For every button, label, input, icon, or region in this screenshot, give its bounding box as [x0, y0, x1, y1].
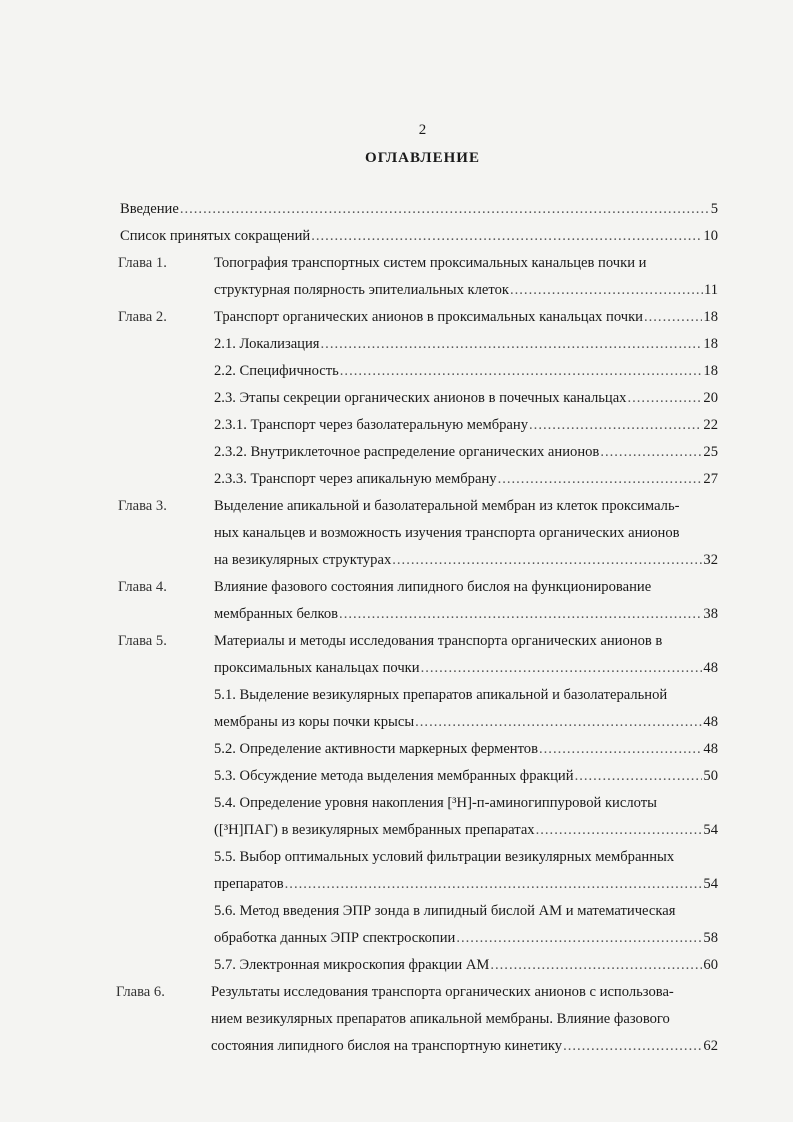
- toc-entry-line: [0, 631, 793, 658]
- entry-title: структурная полярность эпителиальных клеток: [214, 282, 509, 298]
- entry-title: ([³H]ПАГ) в везикулярных мембранных препаратах: [214, 822, 535, 838]
- entry-title: 5.5. Выбор оптимальных условий фильтрации везикулярных мембранных: [214, 849, 675, 865]
- page-ref: 58: [703, 930, 718, 946]
- page-ref: 18: [703, 363, 718, 379]
- entry-title: 2.2. Специфичность: [214, 363, 339, 379]
- entry-title: 2.3.1. Транспорт через базолатеральную мембрану: [214, 417, 529, 433]
- entry-title: 5.2. Определение активности маркерных ферментов: [214, 741, 538, 757]
- toc-entry-line: [0, 469, 793, 496]
- entry-title: 5.3. Обсуждение метода выделения мембранных фракций: [214, 768, 574, 784]
- page-ref: 22: [703, 417, 718, 433]
- toc-entry-line: [0, 658, 793, 685]
- dot-leader: [311, 226, 702, 246]
- dot-leader: [529, 415, 702, 435]
- toc-entry-line: [0, 496, 793, 523]
- page-ref: 60: [703, 957, 718, 973]
- entry-title: обработка данных ЭПР спектроскопии: [214, 930, 456, 946]
- dot-leader: [321, 334, 703, 354]
- toc-entry-line: [0, 550, 793, 577]
- page-ref: 54: [703, 876, 718, 892]
- dot-leader: [340, 361, 703, 381]
- toc-entry-line: [0, 415, 793, 442]
- page-ref: 62: [703, 1038, 718, 1054]
- entry-title: 5.7. Электронная микроскопия фракции АМ: [214, 957, 490, 973]
- dot-leader: [600, 442, 702, 462]
- page-ref: 25: [703, 444, 718, 460]
- entry-title: Введение: [120, 201, 179, 217]
- dot-leader: [575, 766, 703, 786]
- toc-entry-line: [0, 982, 793, 1009]
- toc-entry-line: [0, 226, 793, 253]
- entry-title: препаратов: [214, 876, 284, 892]
- entry-title: мембраны из коры почки крысы: [214, 714, 415, 730]
- toc-entry-line: [0, 874, 793, 901]
- toc-entry-line: [0, 577, 793, 604]
- dot-leader: [510, 280, 703, 300]
- chapter-label: Глава 4.: [118, 579, 167, 595]
- entry-title: нием везикулярных препаратов апикальной мембраны. Влияние фазового: [211, 1011, 670, 1027]
- entry-title: мембранных белков: [214, 606, 339, 622]
- toc-entry-line: [0, 766, 793, 793]
- entry-title: 5.1. Выделение везикулярных препаратов апикальной и базолатеральной: [214, 687, 668, 703]
- page-ref: 11: [703, 282, 718, 298]
- entry-title: состояния липидного бислоя на транспортную кинетику: [211, 1038, 563, 1054]
- toc-entry-line: [0, 1036, 793, 1063]
- page-ref: 48: [703, 714, 718, 730]
- toc-entry-line: [0, 739, 793, 766]
- page-ref: 18: [703, 336, 718, 352]
- dot-leader: [415, 712, 702, 732]
- entry-title: Результаты исследования транспорта органических анионов с использова-: [211, 984, 674, 1000]
- dot-leader: [456, 928, 702, 948]
- toc-entry-line: [0, 361, 793, 388]
- toc-entry-line: [0, 901, 793, 928]
- entry-title: 5.6. Метод введения ЭПР зонда в липидный бислой АМ и математическая: [214, 903, 676, 919]
- page-ref: 50: [703, 768, 718, 784]
- dot-leader: [539, 739, 702, 759]
- page-number: 2: [418, 122, 427, 138]
- page-ref: 27: [703, 471, 718, 487]
- dot-leader: [339, 604, 702, 624]
- chapter-label: Глава 5.: [118, 633, 167, 649]
- page-ref: 32: [703, 552, 718, 568]
- dot-leader: [498, 469, 703, 489]
- page-ref: 54: [703, 822, 718, 838]
- toc-entry-line: [0, 604, 793, 631]
- toc-entry-line: [0, 685, 793, 712]
- entry-title: Выделение апикальной и базолатеральной мембран из клеток проксималь-: [214, 498, 680, 514]
- entry-title: на везикулярных структурах: [214, 552, 392, 568]
- toc-entry-line: [0, 199, 793, 226]
- toc-entry-line: [0, 442, 793, 469]
- dot-leader: [536, 820, 703, 840]
- toc-entry-line: [0, 307, 793, 334]
- toc-entry-line: [0, 388, 793, 415]
- toc-entry-line: [0, 1009, 793, 1036]
- toc-entry-line: [0, 820, 793, 847]
- entry-title: Транспорт органических анионов в проксимальных канальцах почки: [214, 309, 643, 325]
- dot-leader: [490, 955, 702, 975]
- entry-title: проксимальных канальцах почки: [214, 660, 420, 676]
- entry-title: 5.4. Определение уровня накопления [³H]-п-аминогиппуровой кислоты: [214, 795, 657, 811]
- page-ref: 20: [703, 390, 718, 406]
- toc-entry-line: [0, 793, 793, 820]
- page-ref: 10: [703, 228, 718, 244]
- chapter-label: Глава 6.: [116, 984, 165, 1000]
- toc-entry-line: [0, 523, 793, 550]
- page-ref: 38: [703, 606, 718, 622]
- page-ref: 18: [703, 309, 718, 325]
- dot-leader: [644, 307, 702, 327]
- entry-title: 2.1. Локализация: [214, 336, 320, 352]
- page-ref: 48: [703, 660, 718, 676]
- toc-entry-line: [0, 253, 793, 280]
- toc-title: ОГЛАВЛЕНИЕ: [365, 150, 480, 166]
- entry-title: Влияние фазового состояния липидного бислоя на функционирование: [214, 579, 652, 595]
- dot-leader: [180, 199, 710, 219]
- toc-entry-line: [0, 955, 793, 982]
- toc-entry-line: [0, 847, 793, 874]
- dot-leader: [285, 874, 703, 894]
- chapter-label: Глава 1.: [118, 255, 167, 271]
- toc-entry-line: [0, 334, 793, 361]
- dot-leader: [421, 658, 703, 678]
- page-ref: 5: [710, 201, 718, 217]
- dot-leader: [392, 550, 702, 570]
- toc-entry-line: [0, 280, 793, 307]
- entry-title: 2.3.2. Внутриклеточное распределение органических анионов: [214, 444, 600, 460]
- chapter-label: Глава 3.: [118, 498, 167, 514]
- toc-entry-line: [0, 928, 793, 955]
- entry-title: ных канальцев и возможность изучения транспорта органических анионов: [214, 525, 680, 541]
- page-ref: 48: [703, 741, 718, 757]
- entry-title: Список принятых сокращений: [120, 228, 311, 244]
- dot-leader: [627, 388, 702, 408]
- toc-entry-line: [0, 712, 793, 739]
- entry-title: Материалы и методы исследования транспорта органических анионов в: [214, 633, 663, 649]
- dot-leader: [563, 1036, 702, 1056]
- entry-title: 2.3.3. Транспорт через апикальную мембрану: [214, 471, 497, 487]
- chapter-label: Глава 2.: [118, 309, 167, 325]
- entry-title: Топография транспортных систем проксимальных канальцев почки и: [214, 255, 647, 271]
- entry-title: 2.3. Этапы секреции органических анионов в почечных канальцах: [214, 390, 627, 406]
